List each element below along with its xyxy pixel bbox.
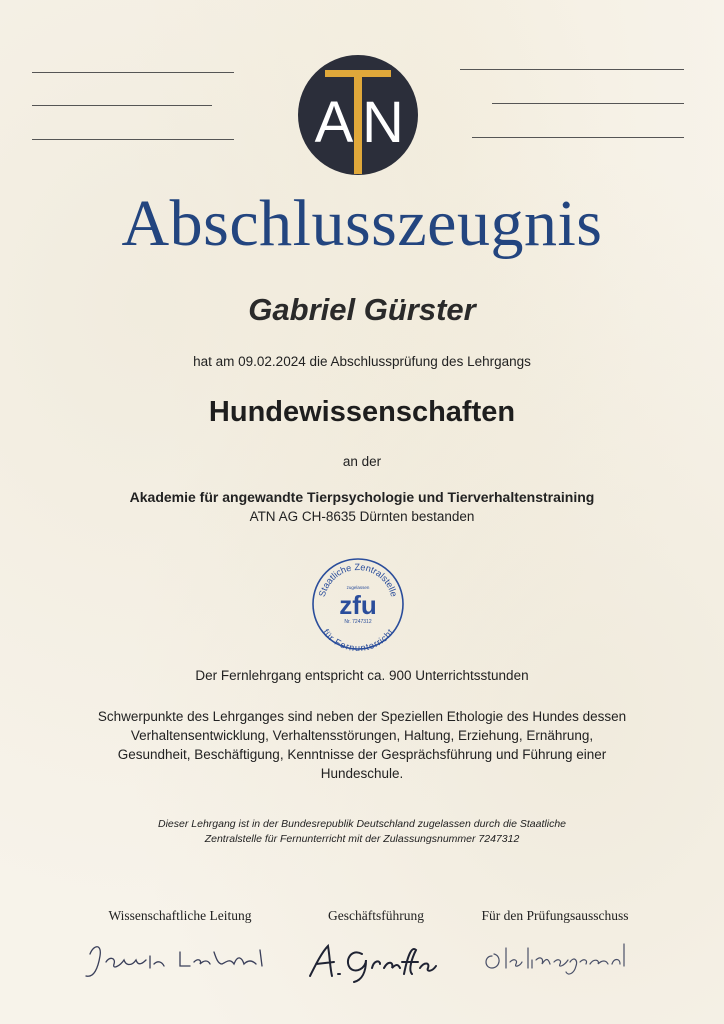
seal-small-text: zugelassen (346, 585, 370, 590)
signature-management (300, 934, 450, 984)
decorative-line (492, 103, 684, 104)
signature-exam-committee (480, 934, 640, 984)
legal-note: Dieser Lehrgang ist in der Bundesrepublik Deutschland zugelassen durch die Staatliche Zentralstelle für Fernunterricht mit der Zulassungsnummer 7247312 (158, 818, 566, 845)
at-text: an der (342, 454, 382, 469)
signature-label: Für den Prüfungsausschuss (481, 908, 629, 923)
seal-arc-top: Staatliche Zentralstelle (316, 561, 400, 598)
signature-label: Wissenschaftliche Leitung (108, 908, 252, 923)
academy-address: ATN AG CH-8635 Dürnten bestanden (249, 509, 475, 524)
seal-arc-bottom: für Fernunterricht (320, 627, 396, 652)
decorative-line (460, 69, 684, 70)
svg-text:für Fernunterricht (321, 627, 396, 652)
recipient-name: Gabriel Gürster (248, 292, 476, 327)
logo-letter-n: N (362, 90, 404, 155)
signature-label: Geschäftsführung (328, 908, 424, 923)
decorative-line (472, 137, 684, 138)
academy-name: Akademie für angewandte Tierpsychologie und Tierverhaltenstraining (129, 489, 595, 505)
seal-number: Nr. 7247312 (344, 619, 372, 625)
seal-mark: zfu (339, 590, 377, 620)
logo-letter-a: A (314, 90, 354, 155)
hours-text: Der Fernlehrgang entspricht ca. 900 Unterrichtsstunden (195, 668, 529, 683)
decorative-line (32, 105, 212, 106)
focus-paragraph: Schwerpunkte des Lehrganges sind neben der Speziellen Ethologie des Hundes dessen Verhaltensentwicklung, Verhaltensstörungen, Haltung, Erziehung, Ernährung, Gesundheit, Beschäftigung, Kenntnisse der Gesprächsführung und Führung einer Hundeschule. (97, 709, 627, 781)
decorative-line (32, 72, 234, 73)
zfu-seal (310, 556, 406, 652)
certificate-title: Abschlusszeugnis (121, 187, 603, 260)
decorative-line (32, 139, 234, 140)
atn-logo (297, 54, 419, 176)
signature-scientific-lead (80, 934, 280, 984)
intro-text: hat am 09.02.2024 die Abschlussprüfung des Lehrgangs (193, 354, 531, 369)
course-name: Hundewissenschaften (208, 396, 516, 428)
